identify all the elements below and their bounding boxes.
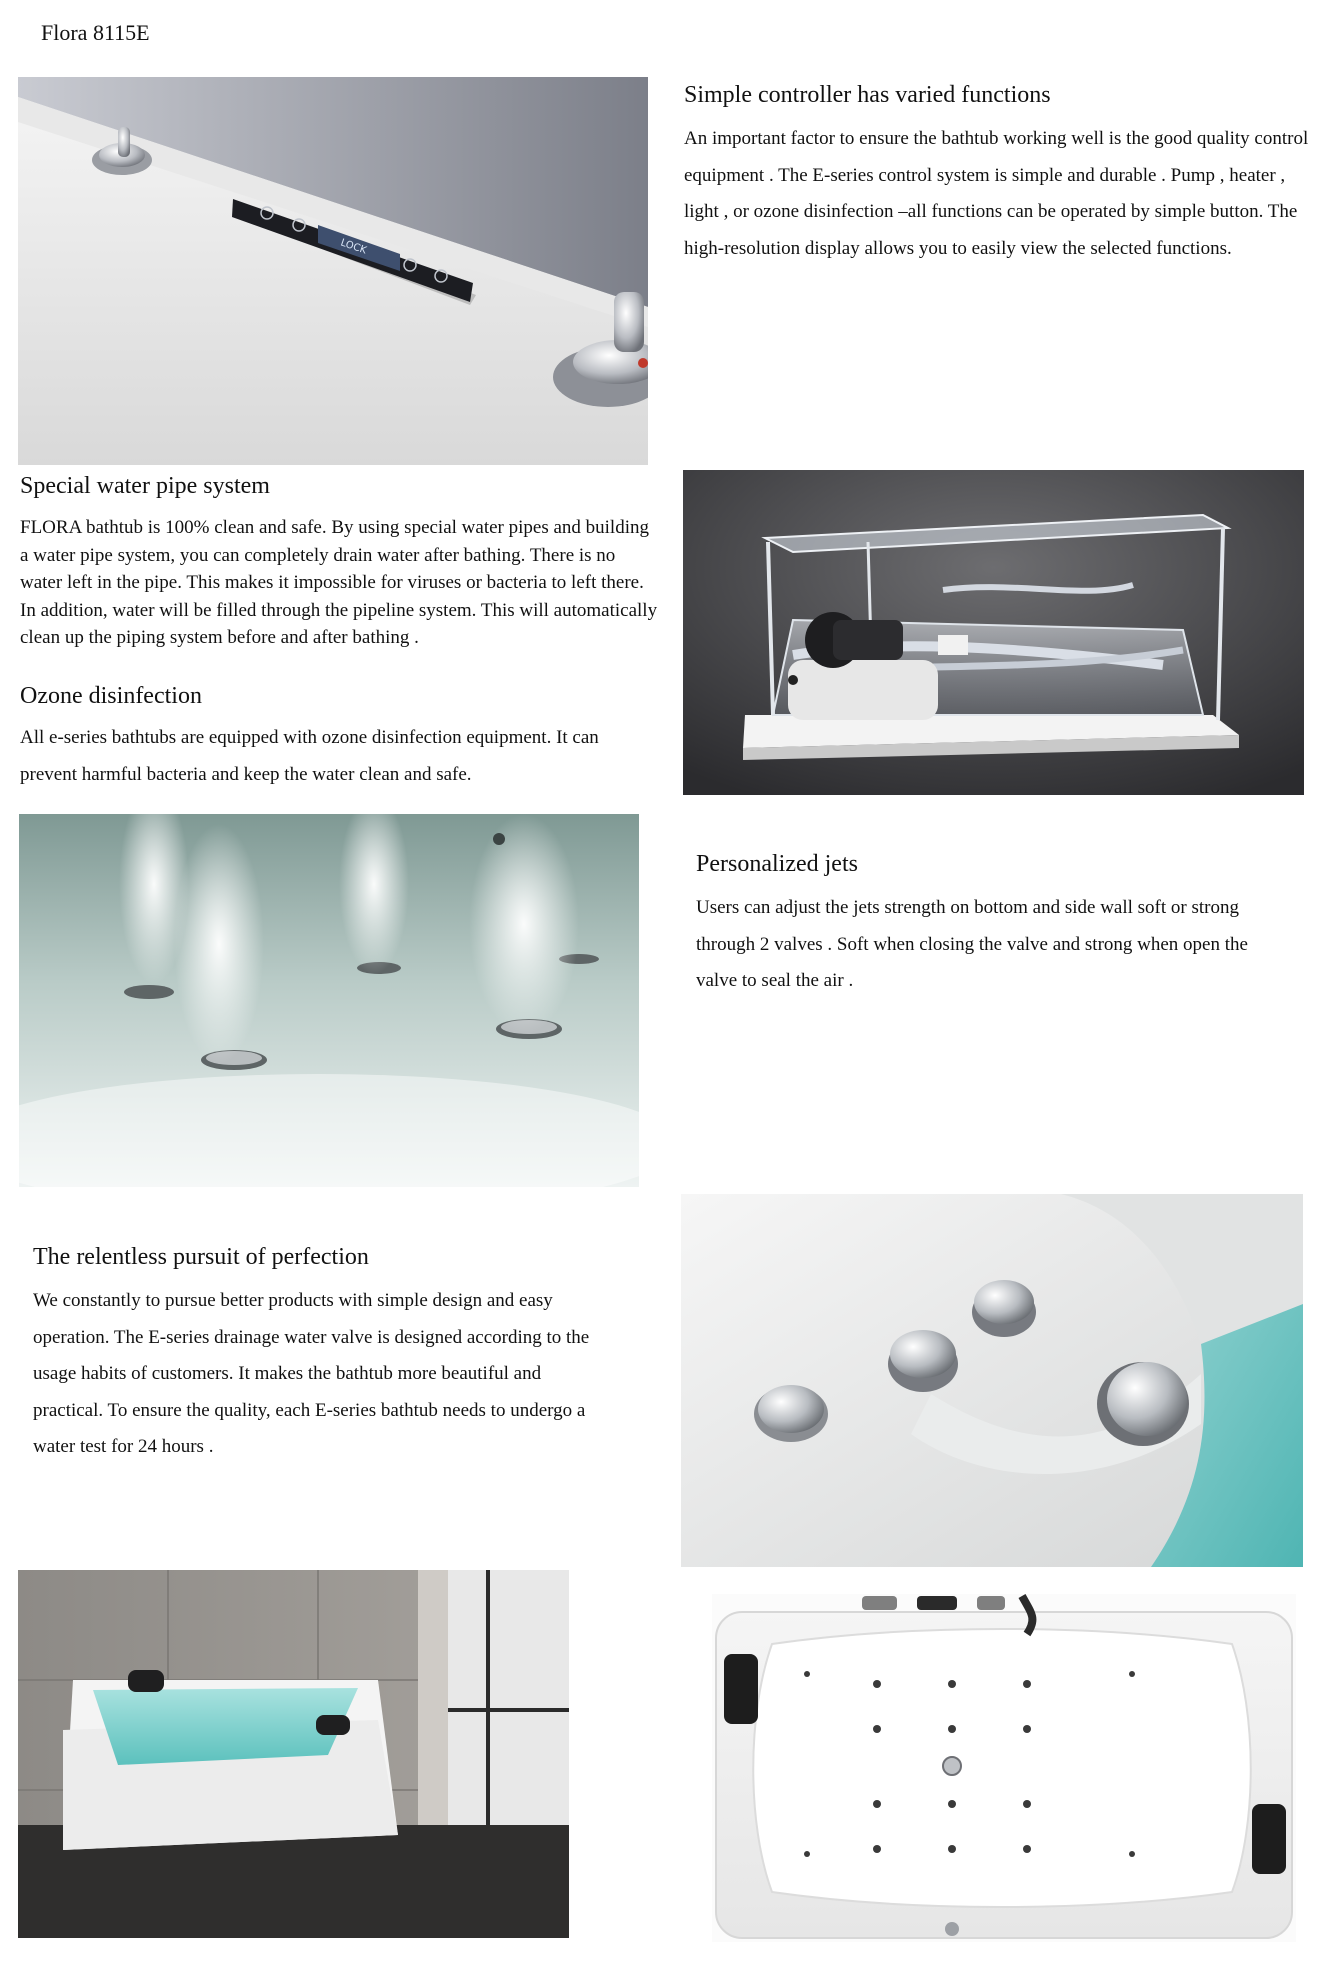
pipe-heading: Special water pipe system bbox=[20, 473, 270, 499]
page-title: Flora 8115E bbox=[41, 20, 150, 45]
controller-body: An important factor to ensure the bathtub working well is the good quality control equipment . The E-series control system is simple and durable . Pump , heater , light , or ozone disinfection –all functions can be operated by simple button. The high-resolution display allows you to easily view the selected functions. bbox=[684, 128, 1309, 259]
jets-bubbles-photo bbox=[19, 814, 639, 1187]
jets-heading: Personalized jets bbox=[696, 851, 858, 877]
bathroom-scene-photo bbox=[18, 1570, 569, 1938]
drainage-valves-photo bbox=[681, 1194, 1303, 1567]
jets-body: Users can adjust the jets strength on bottom and side wall soft or strong through 2 valves . Soft when closing the valve and strong when open the valve to seal the air . bbox=[696, 897, 1248, 991]
pipe-body: FLORA bathtub is 100% clean and safe. By using special water pipes and building a water pipe system, you can completely drain water after bathing. There is no water left in the pipe. This makes it impossible for viruses or bacteria to left there. In addition, water will be filled through the pipeline system. This will automatically clean up the piping system before and after bathing . bbox=[20, 517, 658, 649]
perfection-heading: The relentless pursuit of perfection bbox=[33, 1244, 369, 1270]
ozone-body: All e-series bathtubs are equipped with ozone disinfection equipment. It can prevent harmful bacteria and keep the water clean and safe. bbox=[20, 727, 599, 785]
bathtub-top-view-photo bbox=[712, 1594, 1296, 1942]
lcd-display-text: LOCK bbox=[339, 237, 368, 257]
controller-heading: Simple controller has varied functions bbox=[684, 82, 1051, 108]
ozone-heading: Ozone disinfection bbox=[20, 683, 202, 709]
perfection-body: We constantly to pursue better products with simple design and easy operation. The E-series drainage water valve is designed according to the usage habits of customers. It makes the bathtub more beautiful and practical. To ensure the quality, each E-series bathtub needs to undergo a water test for 24 hours . bbox=[33, 1290, 590, 1457]
control-panel-photo bbox=[18, 77, 648, 465]
pipe-system-photo bbox=[683, 470, 1304, 795]
